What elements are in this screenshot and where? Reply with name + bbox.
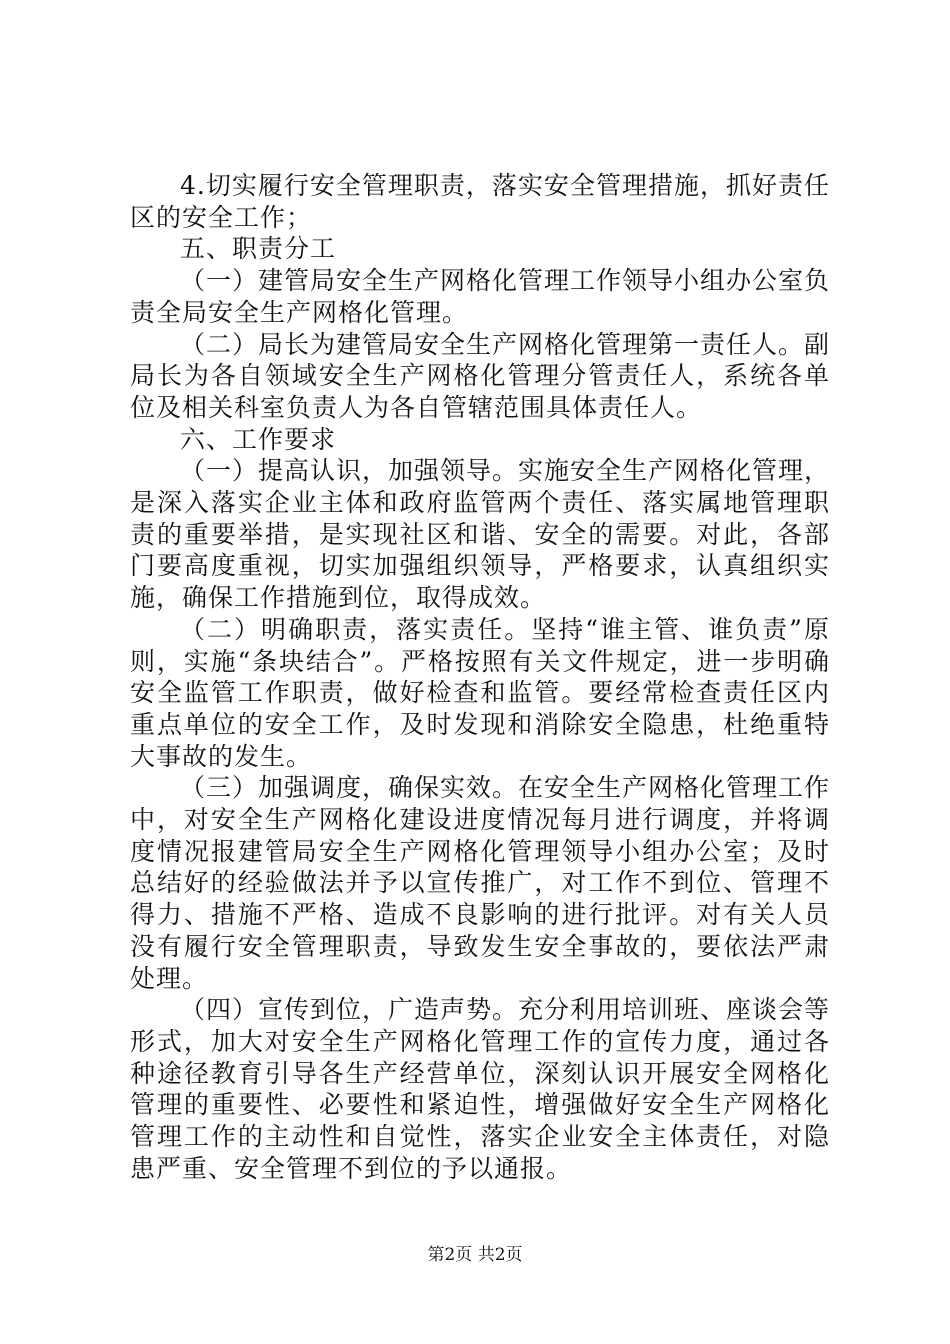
paragraph-requirement-3: （三）加强调度，确保实效。在安全生产网格化管理工作中，对安全生产网格化建设进度情况每月进行调度，并将调度情况报建管局安全生产网格化管理领导小组办公室；及时总结好的经验做法并予以宣传推广，对工作不到位、管理不得力、措施不严格、造成不良影响的进行批评。对有关人员没有履行安全管理职责，导致发生安全事故的，要依法严肃处理。 xyxy=(130,773,831,993)
section-heading-duties: 五、职责分工 xyxy=(180,234,337,264)
paragraph-requirement-4: （四）宣传到位，广造声势。充分利用培训班、座谈会等形式，加大对安全生产网格化管理工作的宣传力度，通过各种途径教育引导各生产经营单位，深刻认识开展安全网格化管理的重要性、必要性和紧迫性，增强做好安全生产网格化管理工作的主动性和自觉性，落实企业安全主体责任，对隐患严重、安全管理不到位的予以通报。 xyxy=(130,995,831,1183)
document-body xyxy=(130,170,830,1185)
paragraph-duty-1: （一）建管局安全生产网格化管理工作领导小组办公室负责全局安全生产网格化管理。 xyxy=(130,266,831,327)
paragraph-duty-2: （二）局长为建管局安全生产网格化管理第一责任人。副局长为各自领域安全生产网格化管理分管责任人，系统各单位及相关科室负责人为各自管辖范围具体责任人。 xyxy=(130,329,831,422)
page-number-label: 第2页 共2页 xyxy=(427,1245,523,1265)
section-heading-requirements: 六、工作要求 xyxy=(180,424,337,454)
paragraph-requirement-2: （二）明确职责，落实责任。坚持“谁主管、谁负责”原则，实施“条块结合”。严格按照有关文件规定，进一步明确安全监管工作职责，做好检查和监管。要经常检查责任区内重点单位的安全工作，及时发现和消除安全隐患，杜绝重特大事故的发生。 xyxy=(130,614,830,771)
page-footer xyxy=(0,1244,950,1266)
paragraph-requirement-1: （一）提高认识，加强领导。实施安全生产网格化管理，是深入落实企业主体和政府监管两个责任、落实属地管理职责的重要举措，是实现社区和谐、安全的需要。对此，各部门要高度重视，切实加强组织领导，严格要求，认真组织实施，确保工作措施到位，取得成效。 xyxy=(130,456,831,613)
paragraph-item-4: 4.切实履行安全管理职责，落实安全管理措施，抓好责任区的安全工作； xyxy=(130,171,830,232)
